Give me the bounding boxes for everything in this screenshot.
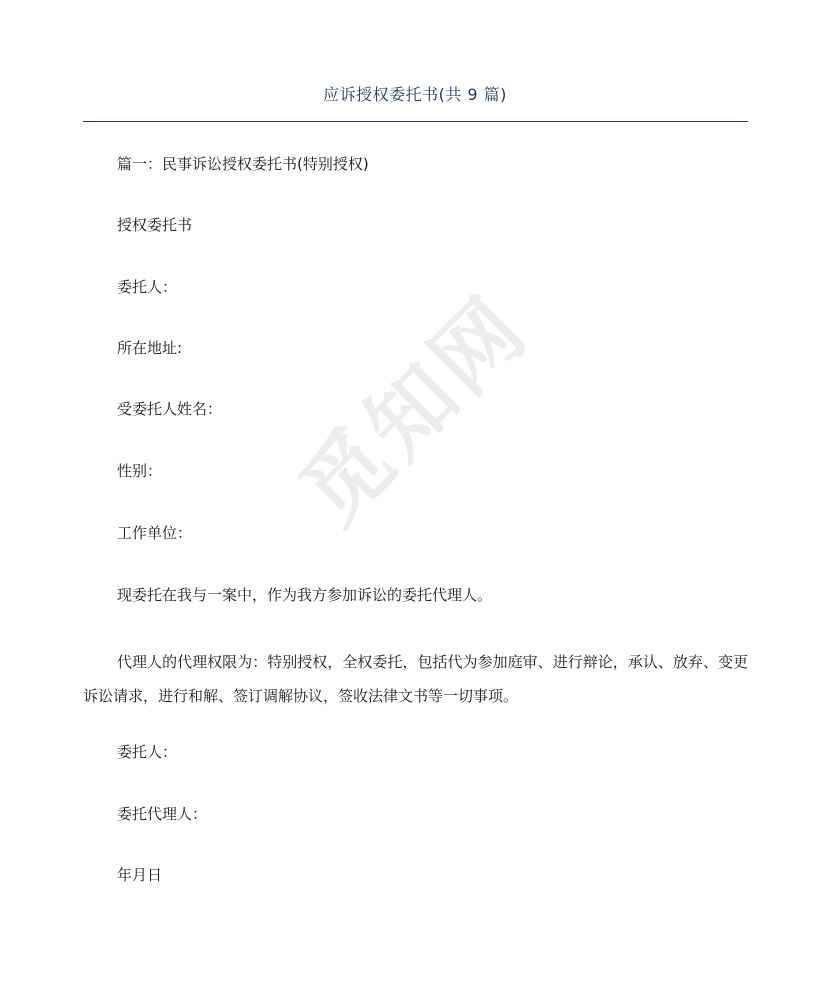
employer-field-label: 工作单位： <box>117 524 193 542</box>
principal-field-label: 委托人： <box>117 278 178 296</box>
agent-signature-label: 委托代理人： <box>117 805 208 823</box>
agent-name-field-label: 受委托人姓名： <box>117 400 223 418</box>
gender-field-label: 性别： <box>117 462 163 480</box>
address-field-label: 所在地址: <box>117 339 183 357</box>
date-label: 年月日 <box>117 866 163 884</box>
appointment-paragraph: 现委托在我与一案中，作为我方参加诉讼的委托代理人。 <box>117 586 493 604</box>
page-title: 应诉授权委托书(共 9 篇) <box>323 85 507 104</box>
watermark: 觅知网 <box>282 277 548 543</box>
authority-paragraph: 代理人的代理权限为：特别授权，全权委托，包括代为参加庭审、进行辩论，承认、放弃、变更诉讼请求，进行和解、签订调解协议，签收法律文书等一切事项。 <box>83 653 748 705</box>
section-heading: 篇一：民事诉讼授权委托书(特别授权) <box>117 155 369 173</box>
document-subtitle: 授权委托书 <box>117 216 193 234</box>
title-divider <box>83 121 748 122</box>
principal-signature-label: 委托人： <box>117 743 178 761</box>
